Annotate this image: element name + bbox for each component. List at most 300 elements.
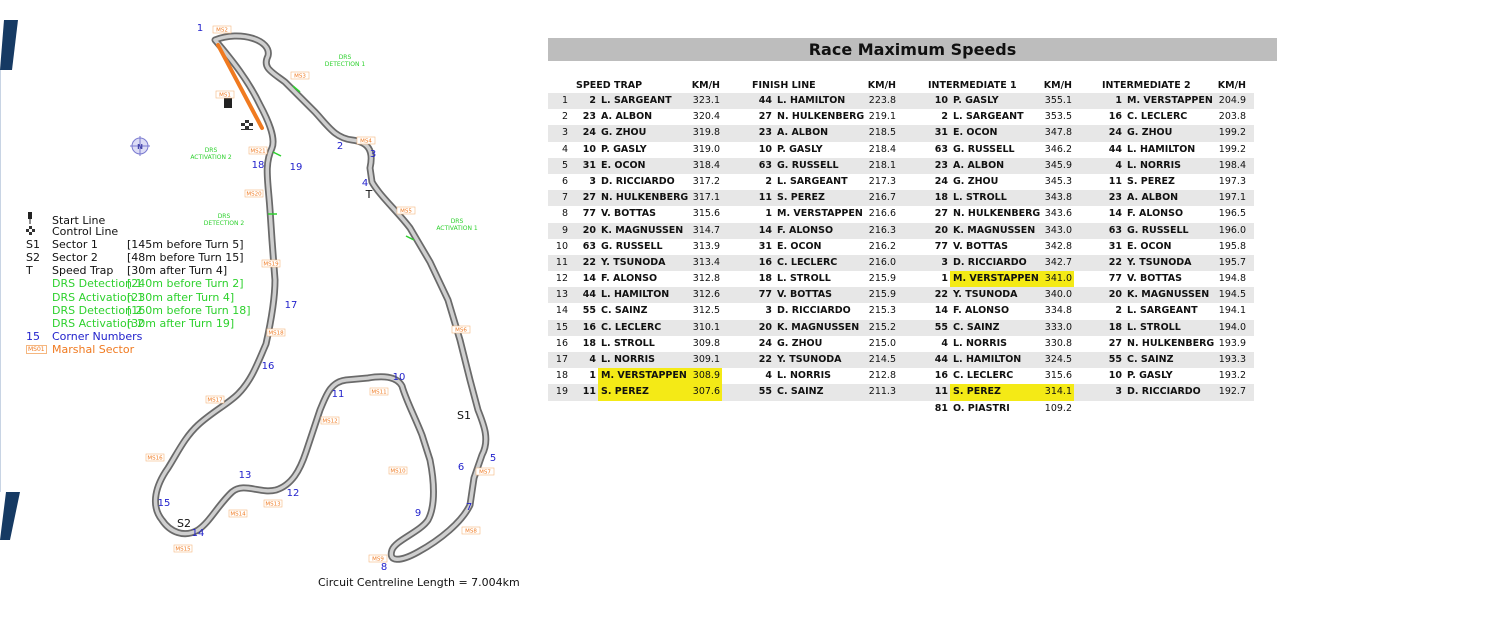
position: 13 [555,289,568,301]
table-title: Race Maximum Speeds [548,38,1277,61]
speed-value: 216.2 [868,240,896,252]
driver-name: G. RUSSELL [953,143,1015,155]
svg-text:DRS: DRS [450,218,464,225]
position: 6 [561,175,568,187]
svg-text:DRS: DRS [204,147,218,154]
column-name: INTERMEDIATE 2 [1102,80,1191,91]
table-row [724,158,904,174]
corner-2: 2 [336,141,344,152]
speed-value: 345.3 [1044,175,1072,187]
speed-value: 318.4 [692,159,720,171]
corner-3: 3 [369,149,377,160]
svg-text:MS1: MS1 [219,92,231,99]
corner-17: 17 [284,300,298,311]
table-row [900,223,1080,239]
car-number: 18 [1108,321,1122,333]
position: 10 [555,240,568,252]
position: 19 [555,386,568,398]
table-row [1074,271,1254,287]
svg-text:MS13: MS13 [265,501,281,508]
speed-value: 195.7 [1218,256,1246,268]
corner-4: 4 [361,178,369,189]
table-row [1074,336,1254,352]
speed-value: 346.2 [1044,143,1072,155]
car-number: 10 [934,95,948,106]
speed-value: 334.8 [1044,305,1072,317]
drs-detection-1-label: DRS [338,54,352,61]
legend-row [26,290,235,304]
car-number: 22 [758,354,772,365]
column-header [548,80,728,93]
speed-value: 196.0 [1218,224,1246,236]
table-row [548,109,728,125]
compass-n: N [137,143,143,151]
car-number: 44 [934,354,948,365]
marshal-ms4 [357,137,375,145]
driver-name: A. ALBON [953,159,1005,171]
drs-detection-1-label-2: DETECTION 1 [324,61,366,68]
position: 2 [561,111,568,123]
marshal-ms13 [264,500,282,508]
speed-value: 109.2 [1044,402,1072,414]
table-row [724,303,904,319]
driver-name: M. VERSTAPPEN [1127,95,1213,106]
speed-value: 216.7 [868,192,896,204]
table-row [724,223,904,239]
position: 1 [561,95,568,106]
marshal-ms16 [146,454,164,462]
map-legend [26,212,251,356]
svg-text:MS15: MS15 [175,546,191,553]
driver-name: L. NORRIS [1127,159,1182,171]
speed-value: 312.6 [692,289,720,301]
table-row [1074,125,1254,141]
position: 15 [555,321,568,333]
driver-name: G. RUSSELL [777,159,839,171]
legend-row [26,238,244,252]
speed-value: 315.6 [1044,370,1072,382]
car-number: 31 [934,127,948,139]
driver-name: P. GASLY [953,95,999,106]
svg-text:MS3: MS3 [294,73,306,80]
car-number: 22 [1108,256,1122,268]
table-row [548,125,728,141]
car-number: 23 [1108,192,1122,204]
legend-symbol: MS01 [28,346,45,354]
corner-8: 8 [380,562,388,573]
driver-name: L. SARGEANT [953,111,1024,123]
svg-text:MS7: MS7 [479,469,491,476]
table-row [900,190,1080,206]
table-row [1074,303,1254,319]
speed-columns [548,80,1277,420]
speed-value: 215.3 [868,305,896,317]
driver-name: E. OCON [777,240,822,252]
speed-value: 309.1 [692,354,720,365]
driver-name: L. SARGEANT [601,95,672,106]
speed-value: 314.1 [1044,386,1072,398]
driver-name: A. ALBON [601,111,653,123]
column-name: FINISH LINE [752,80,816,91]
car-number: 18 [934,192,948,204]
car-number: 18 [582,337,596,349]
speed-value: 199.2 [1218,143,1246,155]
driver-name: C. SAINZ [601,305,648,317]
table-row [724,352,904,368]
corner-19: 19 [289,162,303,173]
table-row [900,368,1080,384]
marshal-ms10 [389,467,407,475]
marshal-ms9 [369,555,387,563]
driver-name: L. HAMILTON [601,289,670,301]
table-row [548,239,728,255]
speed-value: 217.3 [868,175,896,187]
speed-value: 333.0 [1044,321,1072,333]
driver-name: C. LECLERC [1127,111,1188,123]
car-number: 10 [1108,370,1122,382]
driver-name: L. STROLL [1127,321,1181,333]
car-number: 2 [765,175,772,187]
speed-value: 194.5 [1218,289,1246,301]
car-number: 31 [1108,240,1122,252]
marshal-ms12 [321,417,339,425]
car-number: 3 [765,305,772,317]
car-number: 81 [934,402,948,414]
corner-14: 14 [191,528,205,539]
corner-11: 11 [331,389,345,400]
driver-name: K. MAGNUSSEN [953,224,1036,236]
driver-name: L. SARGEANT [777,175,848,187]
corner-9: 9 [414,508,422,519]
car-number: 16 [758,256,772,268]
table-row [1074,158,1254,174]
position: 5 [561,159,568,171]
svg-text:MS19: MS19 [263,261,279,268]
control-line-icon [26,226,35,235]
speed-value: 341.0 [1044,273,1072,285]
driver-name: D. RICCIARDO [953,256,1027,268]
driver-name: M. VERSTAPPEN [953,273,1039,285]
table-row [900,352,1080,368]
speed-value: 320.4 [692,111,720,123]
driver-name: S. PEREZ [953,386,1001,398]
table-row [900,401,1080,417]
speed-value: 347.8 [1044,127,1072,139]
car-number: 20 [758,321,772,333]
marshal-ms17 [206,396,224,404]
car-number: 11 [934,386,948,398]
car-number: 11 [758,192,772,204]
car-number: 16 [1108,111,1122,123]
table-row [1074,287,1254,303]
car-number: 2 [1115,305,1122,317]
car-number: 44 [1108,143,1122,155]
driver-name: P. GASLY [777,143,823,155]
legend-note: [145m before Turn 5] [127,238,244,252]
car-number: 14 [1108,208,1122,220]
marshal-ms15 [174,545,192,553]
car-number: 10 [582,143,596,155]
column-finish-line [724,80,904,401]
legend-row [26,330,144,343]
car-number: 4 [589,354,596,365]
speed-value: 345.9 [1044,159,1072,171]
car-number: 24 [582,127,596,139]
table-row [900,384,1080,400]
table-row [724,109,904,125]
sector-marker-s1: S1 [457,409,471,422]
speed-value: 223.8 [868,95,896,106]
table-row [1074,93,1254,109]
svg-text:DRS: DRS [217,213,231,220]
speed-value: 308.9 [692,370,720,382]
marshal-ms5 [397,207,415,215]
drs-detection-2-label: DETECTION 2 [203,220,245,227]
driver-name: S. PEREZ [777,192,825,204]
table-row [548,320,728,336]
speed-value: 216.6 [868,208,896,220]
car-number: 1 [765,208,772,220]
column-name: INTERMEDIATE 1 [928,80,1017,91]
drs-activation-1-label: ACTIVATION 1 [436,225,478,232]
table-row [724,384,904,400]
speed-value: 317.2 [692,175,720,187]
table-row [548,158,728,174]
driver-name: N. HULKENBERG [1127,337,1215,349]
driver-name: Y. TSUNODA [953,289,1018,301]
table-row [1074,320,1254,336]
car-number: 27 [582,192,596,204]
speed-value: 192.7 [1218,386,1246,398]
speed-value: 343.8 [1044,192,1072,204]
svg-text:MS10: MS10 [390,468,406,475]
speed-value: 216.3 [868,224,896,236]
driver-name: S. PEREZ [601,386,649,398]
table-row [548,368,728,384]
legend-symbol: S1 [26,238,40,252]
legend-symbol: T [26,264,33,278]
legend-row [26,316,235,330]
speed-value: 195.8 [1218,240,1246,252]
driver-name: C. SAINZ [777,386,824,398]
driver-name: P. GASLY [1127,370,1173,382]
table-row [1074,239,1254,255]
driver-name: L. HAMILTON [953,354,1022,365]
driver-name: M. VERSTAPPEN [777,208,863,220]
driver-name: V. BOTTAS [601,208,656,220]
table-row [900,239,1080,255]
marshal-ms7 [476,468,494,476]
car-number: 24 [758,337,772,349]
svg-text:MS9: MS9 [372,556,384,563]
table-row [724,93,904,109]
table-row [548,174,728,190]
legend-symbol [26,225,52,238]
driver-name: C. LECLERC [953,370,1014,382]
driver-name: L. NORRIS [601,354,656,365]
table-row [724,271,904,287]
car-number: 63 [582,240,596,252]
table-row [900,336,1080,352]
race-max-speeds-table [548,38,1277,414]
table-row [1074,368,1254,384]
speed-value: 218.4 [868,143,896,155]
speed-value: 342.8 [1044,240,1072,252]
speed-value: 193.2 [1218,370,1246,382]
corner-10: 10 [392,372,406,383]
corner-16: 16 [261,361,275,372]
table-row [724,142,904,158]
corner-18: 18 [251,160,265,171]
drs-activation-2-label: ACTIVATION 2 [190,154,232,161]
compass [130,136,150,156]
car-number: 20 [934,224,948,236]
car-number: 2 [589,95,596,106]
car-number: 77 [758,289,772,301]
column-unit: KM/H [1043,80,1072,91]
table-row [548,303,728,319]
car-number: 22 [934,289,948,301]
driver-name: F. ALONSO [1127,208,1184,220]
driver-name: N. HULKENBERG [777,111,865,123]
legend-row [26,343,144,356]
table-row [548,190,728,206]
legend-label: DRS Detection 1 [52,277,143,291]
car-number: 4 [1115,159,1122,171]
marshal-ms6 [452,326,470,334]
driver-name: L. HAMILTON [777,95,846,106]
car-number: 10 [758,143,772,155]
svg-text:MS11: MS11 [371,389,387,396]
driver-name: C. SAINZ [1127,354,1174,365]
driver-name: G. ZHOU [1127,127,1173,139]
table-row [1074,223,1254,239]
driver-name: S. PEREZ [1127,175,1175,187]
column-header [1074,80,1254,93]
svg-text:MS4: MS4 [360,138,372,145]
legend-note: [240m before Turn 2] [127,277,244,291]
car-number: 63 [934,143,948,155]
speed-value: 193.9 [1218,337,1246,349]
legend-symbol: 15 [26,329,40,343]
speed-value: 203.8 [1218,111,1246,123]
legend-row [26,225,144,238]
speed-value: 215.9 [868,289,896,301]
car-number: 14 [582,273,596,285]
driver-name: V. BOTTAS [953,240,1008,252]
speed-value: 319.8 [692,127,720,139]
speed-value: 219.1 [868,111,896,123]
driver-name: V. BOTTAS [777,289,832,301]
driver-name: N. HULKENBERG [953,208,1041,220]
legend-row [26,303,251,317]
driver-name: K. MAGNUSSEN [601,224,684,236]
driver-name: G. ZHOU [601,127,647,139]
table-row [1074,190,1254,206]
circuit-centreline-length: Circuit Centreline Length = 7.004km [318,576,520,589]
table-row [724,336,904,352]
car-number: 3 [941,256,948,268]
driver-name: N. HULKENBERG [601,192,689,204]
legend-label: Speed Trap [52,264,114,278]
corner-12: 12 [286,488,300,499]
svg-text:MS16: MS16 [147,455,163,462]
column-intermediate-1 [900,80,1080,417]
speed-value: 313.4 [692,256,720,268]
corner-7: 7 [465,502,473,513]
car-number: 16 [934,370,948,382]
speed-value: 315.6 [692,208,720,220]
driver-name: G. RUSSELL [601,240,663,252]
svg-text:MS21: MS21 [250,148,266,155]
speed-value: 312.8 [692,273,720,285]
car-number: 63 [1108,224,1122,236]
svg-text:MS20: MS20 [246,191,262,198]
table-row [724,287,904,303]
table-row [900,93,1080,109]
car-number: 44 [758,95,772,106]
car-number: 31 [758,240,772,252]
position: 3 [561,127,568,139]
legend-note: [30m after Turn 4] [127,264,228,278]
speed-value: 323.1 [692,95,720,106]
svg-text:MS14: MS14 [230,511,246,518]
marshal-ms2 [213,26,231,34]
table-row [1074,206,1254,222]
speed-value: 215.2 [868,321,896,333]
table-row [900,271,1080,287]
speed-value: 197.1 [1218,192,1246,204]
speed-value: 307.6 [692,386,720,398]
speed-value: 218.1 [868,159,896,171]
car-number: 55 [758,386,772,398]
svg-text:MS5: MS5 [400,208,412,215]
legend-label: DRS Activation 2 [52,316,145,330]
car-number: 2 [941,111,948,123]
table-row [1074,352,1254,368]
marshal-ms1 [216,91,234,99]
table-row [900,303,1080,319]
driver-name: L. STROLL [777,273,831,285]
table-row [548,142,728,158]
driver-name: L. NORRIS [953,337,1008,349]
position: 4 [561,143,568,155]
speed-value: 342.7 [1044,256,1072,268]
speed-value: 314.7 [692,224,720,236]
driver-name: Y. TSUNODA [601,256,666,268]
speed-value: 196.5 [1218,208,1246,220]
speed-value: 215.0 [868,337,896,349]
speed-value: 215.9 [868,273,896,285]
marshal-ms3 [291,72,309,80]
column-header [900,80,1080,93]
driver-name: G. ZHOU [953,175,999,187]
table-row [900,287,1080,303]
car-number: 27 [934,208,948,220]
speed-value: 309.8 [692,337,720,349]
driver-name: M. VERSTAPPEN [601,370,687,382]
car-number: 55 [1108,354,1122,365]
driver-name: F. ALONSO [953,305,1010,317]
table-row [900,206,1080,222]
car-number: 27 [1108,337,1122,349]
position: 8 [561,208,568,220]
table-row [724,206,904,222]
position: 7 [561,192,568,204]
svg-text:MS17: MS17 [207,397,223,404]
marshal-ms14 [229,510,247,518]
table-row [548,223,728,239]
